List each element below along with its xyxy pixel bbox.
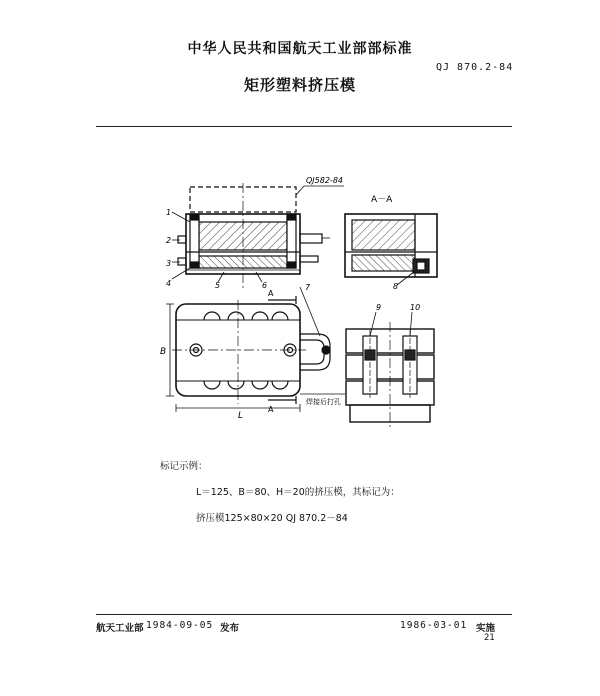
org-standard-title: 中华人民共和国航天工业部部标准	[187, 41, 413, 57]
example-description: L＝125、B＝80、H＝20的挤压模，其标记为：	[196, 487, 400, 498]
front-section-view	[172, 183, 344, 290]
cut-label-bottom: A	[268, 405, 274, 414]
page-number: 21	[484, 633, 495, 643]
callout-10: 10	[410, 303, 421, 312]
effective-word: 实施	[476, 623, 496, 634]
issue-word: 发布	[220, 623, 240, 634]
issue-date: 1984-09-05	[146, 620, 214, 631]
callout-1: 1	[166, 208, 172, 217]
cut-label-top: A	[268, 289, 274, 298]
callout-5: 5	[215, 281, 221, 290]
section-label: A－A	[371, 195, 393, 205]
assembly-side-view	[346, 312, 434, 428]
plan-view	[166, 287, 345, 412]
footer-rule	[96, 614, 512, 615]
effective-date: 1986-03-01	[400, 620, 468, 631]
callout-4: 4	[166, 279, 172, 288]
weld-note: 焊接后打孔	[306, 398, 341, 406]
ref-standard-label: QJ582-84	[306, 176, 343, 185]
example-marking: 挤压模125×80×20 QJ 870.2－84	[196, 513, 348, 524]
dimension-b: B	[160, 347, 167, 357]
standard-number: QJ 870.2-84	[436, 62, 514, 73]
callout-7: 7	[305, 283, 311, 292]
issuer: 航天工业部	[96, 623, 144, 634]
callout-2: 2	[166, 236, 172, 245]
example-heading: 标记示例：	[160, 461, 208, 472]
callout-3: 3	[166, 259, 172, 268]
section-a-a-view	[345, 214, 437, 285]
callout-6: 6	[262, 281, 268, 290]
callout-8: 8	[393, 282, 399, 291]
dimension-l: L	[238, 411, 244, 421]
callout-9: 9	[376, 303, 382, 312]
document-title: 矩形塑料挤压模	[243, 76, 356, 94]
